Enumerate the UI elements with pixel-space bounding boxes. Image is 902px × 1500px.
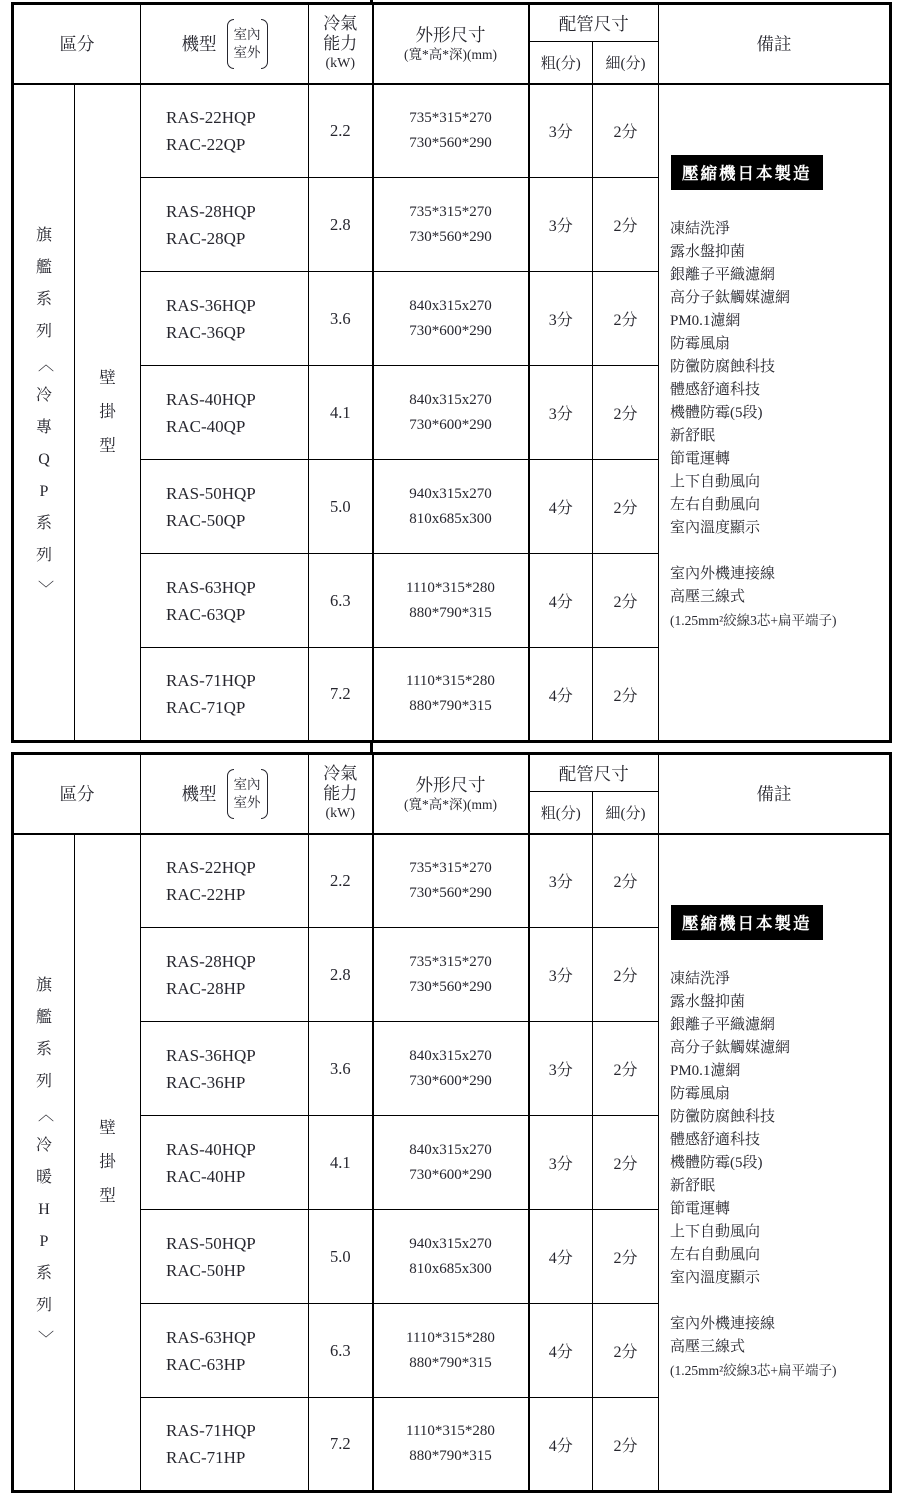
feature-item: 防黴防腐蝕科技 [670, 1108, 776, 1125]
col-header-model [141, 4, 309, 84]
indoor-model: RAS-40HQP [166, 1139, 256, 1159]
indoor-model: RAS-50HQP [166, 483, 256, 503]
dimensions-cell [373, 834, 529, 928]
series-cell [13, 84, 75, 742]
capacity-cell: 2.8 [309, 928, 373, 1022]
feature-item: 高分子鈦觸媒濾網 [670, 1039, 791, 1056]
connection-line: 高壓三線式 [670, 1338, 746, 1355]
dimensions-cell [373, 272, 529, 366]
dimensions-cell [373, 1116, 529, 1210]
pipe-thin-cell: 2分 [593, 554, 659, 648]
model-cell [141, 928, 309, 1022]
pipe-thick-cell: 3分 [529, 928, 593, 1022]
model-cell [141, 1116, 309, 1210]
outdoor-dimensions: 730*560*290 [409, 228, 492, 245]
indoor-model: RAS-22HQP [166, 857, 256, 877]
feature-item: 室內溫度顯示 [670, 519, 761, 536]
pipe-thick-cell: 3分 [529, 834, 593, 928]
capacity-unit: (kW) [325, 55, 356, 71]
pipe-thick-cell: 3分 [529, 272, 593, 366]
connection-line: 室內外機連接線 [670, 565, 776, 582]
connection-line: 室內外機連接線 [670, 1315, 776, 1332]
dimensions-cell [373, 460, 529, 554]
col-header-dimensions [373, 754, 529, 834]
connection-line: (1.25mm²絞線3芯+扁平端子) [670, 612, 837, 628]
feature-item: 上下自動風向 [670, 1223, 761, 1240]
col-header-capacity [309, 754, 373, 834]
outdoor-model: RAC-50QP [166, 510, 246, 530]
mount-type-cell [75, 84, 141, 742]
feature-item: 機體防霉(5段) [670, 1154, 763, 1171]
indoor-dimensions: 1110*315*280 [406, 673, 495, 689]
pipe-thick-cell: 3分 [529, 178, 593, 272]
pipe-thick-cell: 4分 [529, 1210, 593, 1304]
dimensions-unit: (寬*高*深)(mm) [404, 796, 497, 812]
col-header-remarks: 備註 [659, 754, 891, 834]
dimensions-cell [373, 1398, 529, 1492]
connection-note [670, 1313, 885, 1382]
outdoor-model: RAC-28HP [166, 978, 246, 998]
indoor-model: RAS-63HQP [166, 1327, 256, 1347]
dimensions-cell [373, 178, 529, 272]
outdoor-model: RAC-36HP [166, 1072, 246, 1092]
model-cell [141, 84, 309, 178]
feature-item: 銀離子平織濾網 [670, 1016, 776, 1033]
outdoor-dimensions: 730*600*290 [409, 1072, 492, 1089]
model-cell [141, 1398, 309, 1492]
pipe-thin-cell: 2分 [593, 648, 659, 742]
feature-item: 凍結洗淨 [670, 220, 731, 237]
indoor-dimensions: 1110*315*280 [406, 1329, 495, 1346]
bracket-right-icon [261, 19, 268, 69]
pipe-thick-cell: 4分 [529, 554, 593, 648]
indoor-dimensions: 840x315x270 [409, 1047, 492, 1064]
indoor-label: 室內 [233, 776, 261, 792]
feature-item: 防霉風扇 [670, 1085, 731, 1102]
indoor-dimensions: 840x315x270 [409, 1141, 492, 1158]
model-label: 機型 [181, 784, 217, 805]
table-row [13, 834, 891, 928]
feature-item: 露水盤抑菌 [670, 243, 746, 260]
indoor-dimensions: 735*315*270 [409, 953, 492, 970]
series-label: 旗 艦 系 列 〈 冷 暖 H P 系 列 〉 [35, 977, 53, 1347]
pipe-thick-cell: 4分 [529, 648, 593, 742]
feature-list [670, 968, 885, 1290]
pipe-thin-cell: 2分 [593, 1210, 659, 1304]
capacity-cell: 3.6 [309, 272, 373, 366]
remarks-cell [659, 84, 891, 742]
capacity-cell: 4.1 [309, 366, 373, 460]
pipe-thick-cell: 3分 [529, 366, 593, 460]
col-header-pipe-thin: 細(分) [593, 792, 659, 834]
outdoor-dimensions: 730*600*290 [409, 416, 492, 433]
outdoor-dimensions: 730*600*290 [409, 322, 492, 339]
capacity-cell: 7.2 [309, 1398, 373, 1492]
outdoor-model: RAC-40HP [166, 1166, 246, 1186]
model-cell [141, 1022, 309, 1116]
indoor-model: RAS-71HQP [166, 1421, 256, 1440]
model-cell [141, 460, 309, 554]
indoor-dimensions: 735*315*270 [409, 109, 492, 126]
indoor-model: RAS-28HQP [166, 201, 256, 221]
outdoor-dimensions: 810x685x300 [409, 1260, 492, 1277]
pipe-thin-cell: 2分 [593, 1116, 659, 1210]
pipe-thick-cell: 3分 [529, 1022, 593, 1116]
outdoor-model: RAC-28QP [166, 228, 246, 248]
feature-list [670, 218, 885, 540]
indoor-model: RAS-22HQP [166, 107, 256, 127]
capacity-unit: (kW) [325, 805, 356, 821]
capacity-line1: 冷氣 [323, 763, 358, 783]
outdoor-dimensions: 730*600*290 [409, 1166, 492, 1183]
outdoor-label: 室外 [233, 44, 261, 60]
outdoor-dimensions: 880*790*315 [409, 1354, 492, 1371]
outdoor-model: RAC-22HP [166, 884, 246, 904]
outdoor-model: RAC-50HP [166, 1260, 246, 1280]
outdoor-dimensions: 880*790*315 [409, 1448, 492, 1464]
model-cell [141, 834, 309, 928]
indoor-dimensions: 840x315x270 [409, 391, 492, 408]
capacity-cell: 6.3 [309, 554, 373, 648]
col-header-category: 區分 [13, 4, 141, 84]
col-header-piping: 配管尺寸 [529, 4, 659, 42]
pipe-thin-cell: 2分 [593, 272, 659, 366]
series-label: 旗 艦 系 列 〈 冷 專 Q P 系 列 〉 [35, 227, 53, 597]
model-cell [141, 272, 309, 366]
feature-item: 上下自動風向 [670, 473, 761, 490]
indoor-model: RAS-71HQP [166, 671, 256, 690]
outdoor-dimensions: 880*790*315 [409, 604, 492, 621]
capacity-cell: 6.3 [309, 1304, 373, 1398]
model-cell [141, 648, 309, 742]
col-header-category: 區分 [13, 754, 141, 834]
feature-item: 新舒眠 [670, 427, 716, 444]
model-cell [141, 366, 309, 460]
outdoor-dimensions: 810x685x300 [409, 510, 492, 527]
outdoor-model: RAC-63QP [166, 604, 246, 624]
made-in-japan-badge: 壓縮機日本製造 [671, 155, 823, 190]
outdoor-dimensions: 730*560*290 [409, 978, 492, 995]
capacity-line2: 能力 [323, 33, 358, 53]
dimensions-title: 外形尺寸 [415, 774, 486, 795]
connection-line: 高壓三線式 [670, 588, 746, 605]
indoor-model: RAS-36HQP [166, 295, 256, 315]
pipe-thick-cell: 4分 [529, 460, 593, 554]
col-header-pipe-thick: 粗(分) [529, 792, 593, 834]
capacity-line2: 能力 [323, 783, 358, 803]
indoor-dimensions: 940x315x270 [409, 1235, 492, 1252]
feature-item: 左右自動風向 [670, 496, 761, 513]
capacity-cell: 7.2 [309, 648, 373, 742]
capacity-cell: 2.8 [309, 178, 373, 272]
indoor-label: 室內 [233, 26, 261, 42]
outdoor-model: RAC-63HP [166, 1354, 246, 1374]
outdoor-model: RAC-40QP [166, 416, 246, 436]
dimensions-cell [373, 366, 529, 460]
col-header-remarks: 備註 [659, 4, 891, 84]
indoor-model: RAS-63HQP [166, 577, 256, 597]
indoor-dimensions: 940x315x270 [409, 485, 492, 502]
pipe-thin-cell: 2分 [593, 834, 659, 928]
feature-item: 新舒眠 [670, 1177, 716, 1194]
capacity-cell: 4.1 [309, 1116, 373, 1210]
outdoor-model: RAC-36QP [166, 322, 246, 342]
pipe-thin-cell: 2分 [593, 84, 659, 178]
outdoor-model: RAC-71QP [166, 698, 246, 717]
feature-item: 節電運轉 [670, 1200, 731, 1217]
dimensions-cell [373, 928, 529, 1022]
pipe-thin-cell: 2分 [593, 1398, 659, 1492]
feature-item: 銀離子平織濾網 [670, 266, 776, 283]
feature-item: 室內溫度顯示 [670, 1269, 761, 1286]
model-cell [141, 1304, 309, 1398]
col-header-model [141, 754, 309, 834]
indoor-dimensions: 1110*315*280 [406, 579, 495, 596]
bracket-right-icon [261, 769, 268, 819]
col-header-capacity [309, 4, 373, 84]
connection-line: (1.25mm²絞線3芯+扁平端子) [670, 1362, 837, 1378]
feature-item: 節電運轉 [670, 450, 731, 467]
model-cell [141, 554, 309, 648]
feature-item: 防霉風扇 [670, 335, 731, 352]
connection-note [670, 563, 885, 632]
feature-item: 防黴防腐蝕科技 [670, 358, 776, 375]
pipe-thin-cell: 2分 [593, 178, 659, 272]
table-row [13, 84, 891, 178]
pipe-thick-cell: 3分 [529, 1116, 593, 1210]
pipe-thin-cell: 2分 [593, 1022, 659, 1116]
feature-item: 高分子鈦觸媒濾網 [670, 289, 791, 306]
outdoor-dimensions: 880*790*315 [409, 698, 492, 714]
capacity-line1: 冷氣 [323, 13, 358, 33]
pipe-thick-cell: 4分 [529, 1398, 593, 1492]
dimensions-cell [373, 84, 529, 178]
pipe-thick-cell: 4分 [529, 1304, 593, 1398]
dimensions-cell [373, 648, 529, 742]
spec-table-hp-series [11, 752, 892, 1493]
mount-type-label: 壁 掛 型 [99, 1118, 116, 1206]
feature-item: 凍結洗淨 [670, 970, 731, 987]
indoor-dimensions: 735*315*270 [409, 859, 492, 876]
mount-type-label: 壁 掛 型 [99, 368, 116, 456]
model-cell [141, 178, 309, 272]
outdoor-dimensions: 730*560*290 [409, 134, 492, 151]
feature-item: PM0.1濾網 [670, 1062, 741, 1079]
col-header-dimensions [373, 4, 529, 84]
feature-item: 左右自動風向 [670, 1246, 761, 1263]
pipe-thick-cell: 3分 [529, 84, 593, 178]
capacity-cell: 5.0 [309, 460, 373, 554]
mount-type-cell [75, 834, 141, 1492]
capacity-cell: 2.2 [309, 834, 373, 928]
model-cell [141, 1210, 309, 1304]
feature-item: PM0.1濾網 [670, 312, 741, 329]
col-header-piping: 配管尺寸 [529, 754, 659, 792]
col-header-pipe-thin: 細(分) [593, 42, 659, 84]
outdoor-label: 室外 [233, 794, 261, 810]
dimensions-title: 外形尺寸 [415, 24, 486, 45]
indoor-model: RAS-36HQP [166, 1045, 256, 1065]
feature-item: 露水盤抑菌 [670, 993, 746, 1010]
pipe-thin-cell: 2分 [593, 366, 659, 460]
capacity-cell: 3.6 [309, 1022, 373, 1116]
feature-item: 機體防霉(5段) [670, 404, 763, 421]
col-header-pipe-thick: 粗(分) [529, 42, 593, 84]
feature-item: 體感舒適科技 [670, 381, 761, 398]
series-cell [13, 834, 75, 1492]
spec-table-qp-series [11, 2, 892, 743]
indoor-dimensions: 735*315*270 [409, 203, 492, 220]
dimensions-unit: (寬*高*深)(mm) [404, 46, 497, 62]
outdoor-model: RAC-71HP [166, 1448, 246, 1467]
model-label: 機型 [181, 34, 217, 55]
pipe-thin-cell: 2分 [593, 460, 659, 554]
indoor-model: RAS-28HQP [166, 951, 256, 971]
outdoor-model: RAC-22QP [166, 134, 246, 154]
indoor-model: RAS-40HQP [166, 389, 256, 409]
outdoor-dimensions: 730*560*290 [409, 884, 492, 901]
dimensions-cell [373, 1022, 529, 1116]
remarks-cell [659, 834, 891, 1492]
feature-item: 體感舒適科技 [670, 1131, 761, 1148]
pipe-thin-cell: 2分 [593, 1304, 659, 1398]
dimensions-cell [373, 1210, 529, 1304]
capacity-cell: 2.2 [309, 84, 373, 178]
dimensions-cell [373, 554, 529, 648]
indoor-dimensions: 1110*315*280 [406, 1423, 495, 1439]
dimensions-cell [373, 1304, 529, 1398]
capacity-cell: 5.0 [309, 1210, 373, 1304]
indoor-dimensions: 840x315x270 [409, 297, 492, 314]
made-in-japan-badge: 壓縮機日本製造 [671, 905, 823, 940]
indoor-model: RAS-50HQP [166, 1233, 256, 1253]
pipe-thin-cell: 2分 [593, 928, 659, 1022]
